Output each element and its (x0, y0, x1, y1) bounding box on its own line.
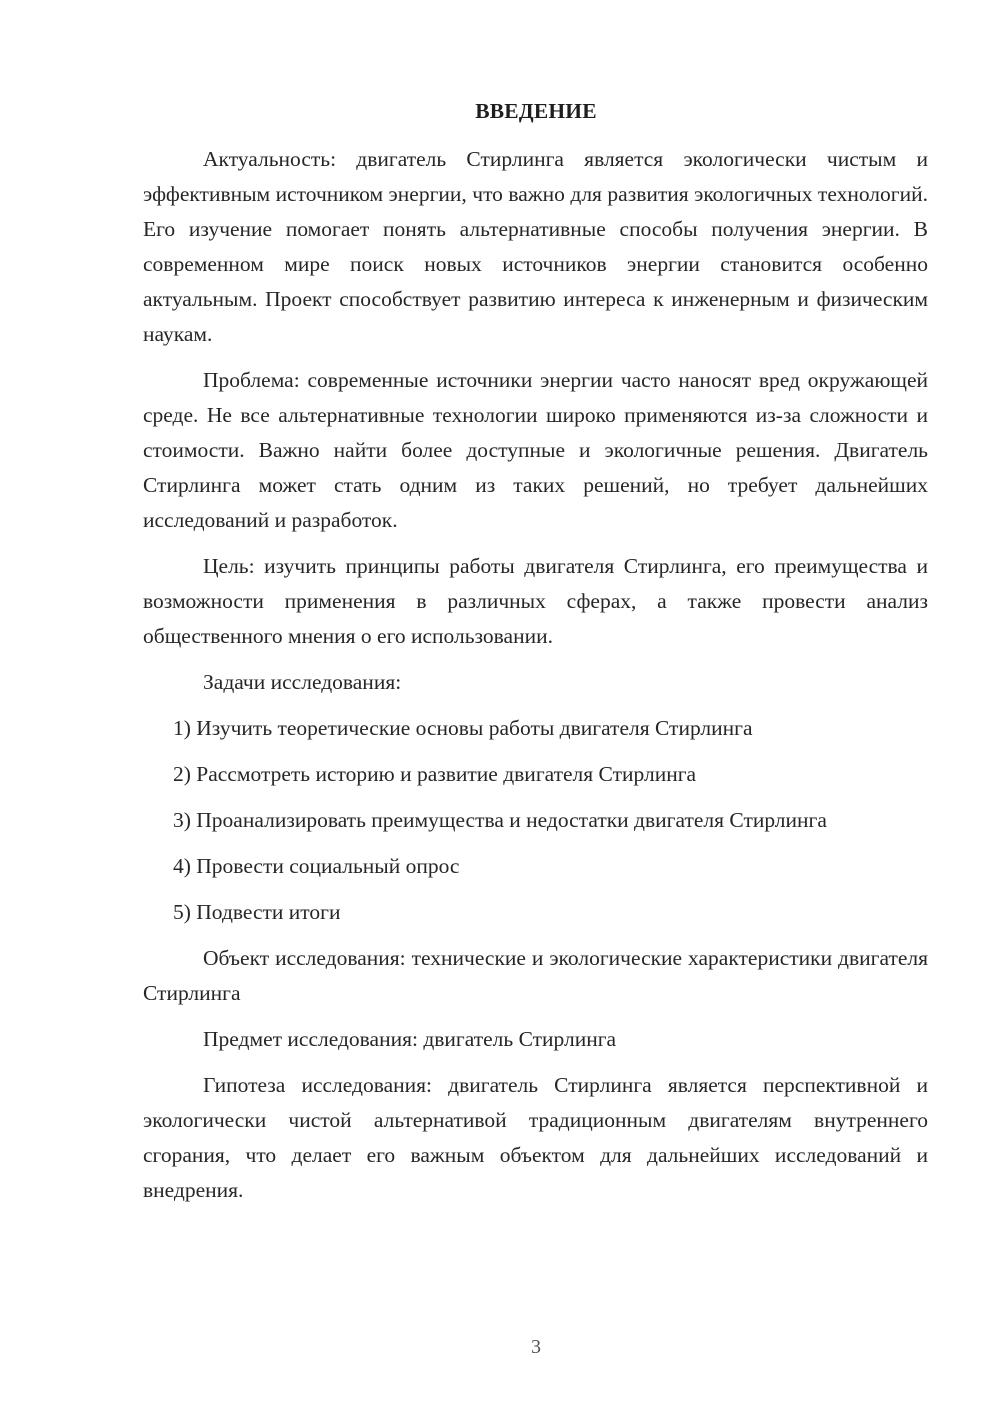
paragraph-problem: Проблема: современные источники энергии часто наносят вред окружающей среде. Не все альтернативные технологии широко применяются из-за сложности и стоимости. Важно найти более доступные и экологичные решения. Двигатель Стирлинга может стать одним из таких решений, но требует дальнейших исследований и разработок. (143, 368, 928, 532)
task-item-1: 1) Изучить теоретические основы работы двигателя Стирлинга (173, 716, 753, 740)
document-body (143, 142, 928, 1219)
page-number: 3 (531, 1336, 541, 1358)
paragraph-goal: Цель: изучить принципы работы двигателя Стирлинга, его преимущества и возможности применения в различных сферах, а также провести анализ общественного мнения о его использовании. (143, 554, 928, 648)
paragraph-tasks-heading: Задачи исследования: (203, 670, 402, 694)
paragraph-subject: Предмет исследования: двигатель Стирлинга (203, 1027, 617, 1051)
paragraph-relevance: Актуальность: двигатель Стирлинга является экологически чистым и эффективным источником энергии, что важно для развития экологичных технологий. Его изучение помогает понять альтернативные способы получения энергии. В современном мире поиск новых источников энергии становится особенно актуальным. Проект способствует развитию интереса к инженерным и физическим наукам. (143, 147, 928, 346)
task-item-2: 2) Рассмотреть историю и развитие двигателя Стирлинга (173, 762, 697, 786)
paragraph-hypothesis: Гипотеза исследования: двигатель Стирлинга является перспективной и экологически чистой альтернативой традиционным двигателям внутреннего сгорания, что делает его важным объектом для дальнейших исследований и внедрения. (143, 1073, 928, 1202)
task-item-5: 5) Подвести итоги (173, 900, 341, 924)
task-item-4: 4) Провести социальный опрос (173, 854, 460, 878)
task-item-3: 3) Проанализировать преимущества и недостатки двигателя Стирлинга (173, 808, 827, 832)
page-title: ВВЕДЕНИЕ (475, 99, 597, 123)
paragraph-object: Объект исследования: технические и экологические характеристики двигателя Стирлинга (143, 946, 928, 1005)
